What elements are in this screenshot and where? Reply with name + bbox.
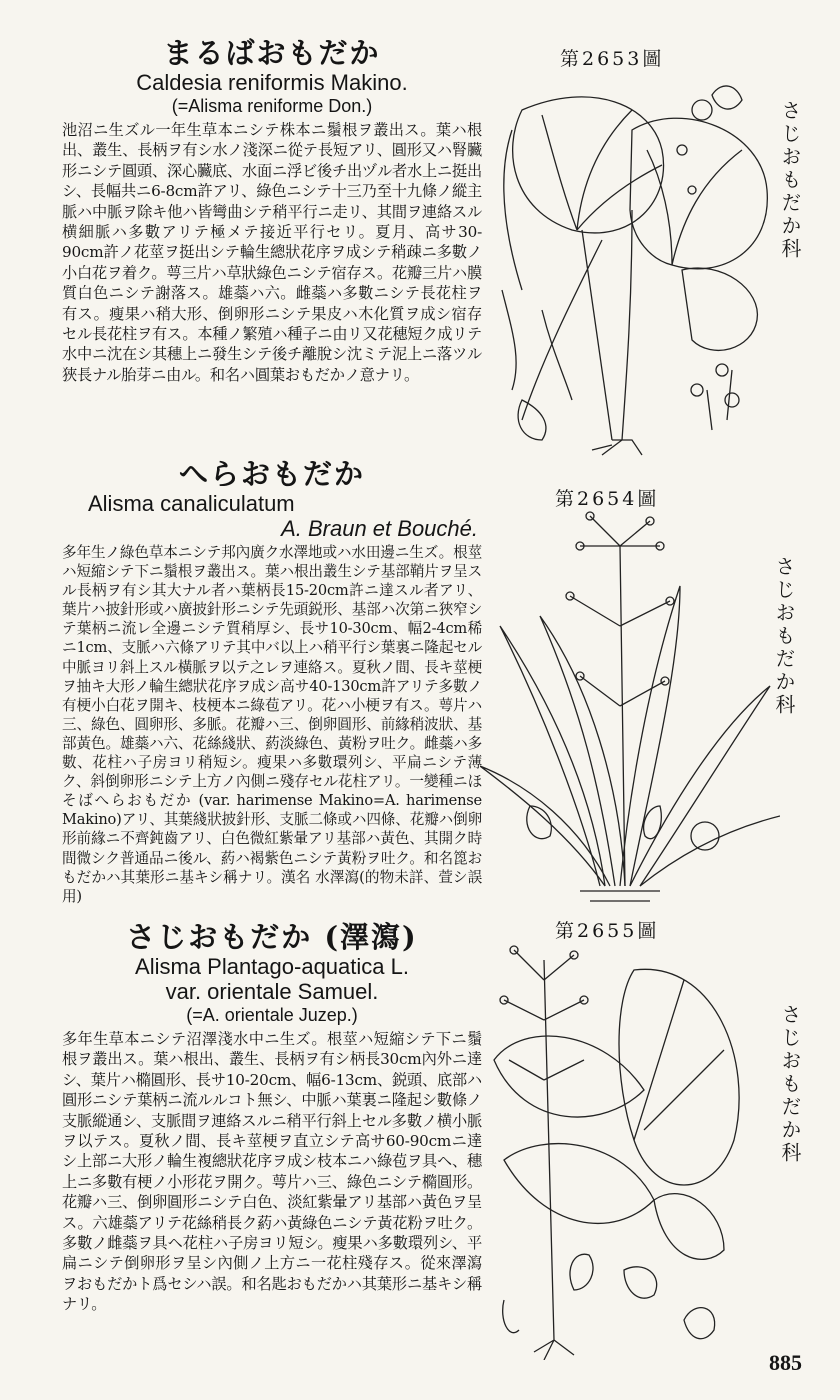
entry-title-jp: まるばおもだか	[163, 36, 381, 70]
synonym: (=Alisma reniforme Don.)	[171, 96, 373, 116]
entry-alisma-canaliculatum	[62, 457, 482, 906]
scientific-name: Caldesia reniformis Makino.	[136, 70, 408, 95]
family-label: さじおもだか科	[778, 1004, 802, 1165]
family-label: さじおもだか科	[772, 556, 796, 717]
family-label: さじおもだか科	[778, 100, 802, 261]
plate-2655-illustration	[484, 940, 754, 1360]
entry-alisma-plantago	[62, 920, 482, 1315]
scientific-name-variety: var. orientale Samuel.	[165, 979, 379, 1004]
figure-label: 第2654圖	[555, 488, 660, 510]
figure-label: 第2655圖	[555, 920, 660, 942]
figure-label: 第2653圖	[560, 48, 665, 70]
scientific-name: Alisma canaliculatum	[88, 491, 295, 516]
scientific-name: Alisma Plantago-aquatica L.	[135, 954, 409, 979]
entry-title-jp: へらおもだか	[178, 457, 365, 491]
entry-description: 池沼ニ生ズル一年生草本ニシテ株本ニ鬚根ヲ叢出ス。葉ハ根出、叢生、長柄ヲ有シ水ノ淺深ニ從テ長短アリ、圓形又ハ腎臟形ニシテ圓頭、深心臟底、水面ニ浮ビ後チ出ヅル者水上ニ挺出シ、長幅共ニ6-8cm許アリ、綠色ニシテ十三乃至十九條ノ縱主脈ハ中脈ヲ除キ他ハ皆彎曲シテ稍平行ニ走リ、其間ヲ連絡スル横細脈ハ多數アリテ極メテ接近平行セリ。夏月、高サ30-90cm許ノ花莖ヲ挺出シテ輪生總狀花序ヲ成シテ稍疎ニ多數ノ小白花ヲ着ク。萼三片ハ草狀綠色ニシテ宿存ス。花瓣三片ハ膜質白色ニシテ謝落ス。雄蘂ハ六。雌蘂ハ多數ニシテ長花柱ヲ有ス。瘦果ハ稍大形、倒卵形ニシテ果皮ハ木化質ヲ成シ宿存セル長花柱ヲ有ス。本種ノ繁殖ハ種子ニ由リ又花穗短ク成リテ水中ニ沈在シ其穗上ニ發生シテ後チ離脫シ沈ミテ泥上ニ落ツル狹長ナル胎芽ニ由ル。和名ハ圓葉おもだかノ意ナリ。	[62, 121, 482, 384]
entry-caldesia	[62, 36, 482, 385]
page-number: 885	[769, 1350, 802, 1375]
entry-description: 多年生草本ニシテ沼澤淺水中ニ生ズ。根莖ハ短縮シテ下ニ鬚根ヲ叢出ス。葉ハ根出、叢生、長柄ヲ有シ柄長30cm內外ニ達シ、葉片ハ橢圓形、長サ10-20cm、幅6-13cm、鋭頭、底部ハ圓形ニシテ葉柄ニ流ルルコト無シ、中脈ハ葉裏ニ隆起シ數條ノ支脈縱通シ、支脈間ヲ連絡スルニ稍平行斜上セル多數ノ横小脈ヲ以テス。夏秋ノ間、長キ莖梗ヲ直立シテ高サ60-90cmニ達シ上部ニ大形ノ輪生複總狀花序ヲ成シ枝本ニハ綠苞ヲ具ヘ、穗上ニ多數有梗ノ小形花ヲ開ク。萼片ハ三、綠色ニシテ橢圓形。花瓣ハ三、倒卵圓形ニシテ白色、淡紅紫暈アリ基部ハ黃色ヲ呈ス。六雄蘂アリテ花絲稍長ク葯ハ黃綠色ニシテ黃花粉ヲ吐ク。多數ノ雌蘂ヲ具ヘ花柱ハ子房ヨリ短シ。瘦果ハ多數環列シ、平扁ニシテ倒卵形ヲ呈シ內側ノ上方ニ一花柱殘存ス。從來澤瀉ヲおもだかト爲セシハ誤。和名匙おもだかハ其葉形ニ基キシ稱ナリ。	[62, 1030, 482, 1314]
plate-2653-illustration	[482, 70, 772, 460]
synonym: (=A. orientale Juzep.)	[186, 1005, 358, 1025]
entry-title-jp: さじおもだか (澤瀉)	[126, 920, 418, 954]
scientific-author: A. Braun et Bouché.	[281, 516, 478, 541]
entry-description: 多年生ノ綠色草本ニシテ邦內廣ク水澤地或ハ水田邊ニ生ズ。根莖ハ短縮シテ下ニ鬚根ヲ叢出ス。葉ハ根出叢生シテ基部鞘片ヲ呈スル長柄ヲ有シ其大ナル者ハ葉柄長15-20cm許ニ達スル者アリ、葉片ハ披針形或ハ廣披針形ニシテ先頭鋭形、基部ハ次第ニ狹窄シテ葉柄ニ流レ全邊ニシテ質稍厚シ、長サ10-30cm、幅2-4cm稀ニ1cm、支脈ハ六條アリテ其中バ以上ハ稍平行シ葉裏ニ隆起セル中脈ヨリ斜上スル橫脈ヲ以テ之レヲ連絡ス。夏秋ノ間、長キ莖梗ヲ抽キ大形ノ輪生總狀花序ヲ成シ高サ40-130cm許アリテ多數ノ有梗小白花ヲ開キ、枝梗本ニ綠苞アリ。花ハ小梗ヲ有ス。萼片ハ三、綠色、圓卵形、多脈。花瓣ハ三、倒卵圓形、前緣稍波狀、基部黃色。雄蘂ハ六、花絲綫狀、葯淡綠色、黃粉ヲ吐ク。雌蘂ハ多數、花柱ハ子房ヨリ稍短シ。瘦果ハ多數環列シ、平扁ニシテ薄ク、斜倒卵形ニシテ上方ノ內側ニ殘存セル花柱アリ。一變種ニほそばへらおもだか (var. harimense Makino=A. harimense Makino)アリ、其葉綫狀披針形、支脈二條或ハ四條、花瓣ハ倒卵形前緣ニ不齊鈍齒アリ、白色微紅紫暈アリ基部ハ黃色、其開ク時間微シク普通品ニ後ル、葯ハ褐紫色ニシテ黃粉ヲ吐ク。和名箆おもだかハ其葉形ニ基キシ稱ナリ。漢名 水澤瀉(的物未詳、萱シ誤用)	[62, 544, 482, 905]
plate-2654-illustration	[480, 506, 780, 906]
